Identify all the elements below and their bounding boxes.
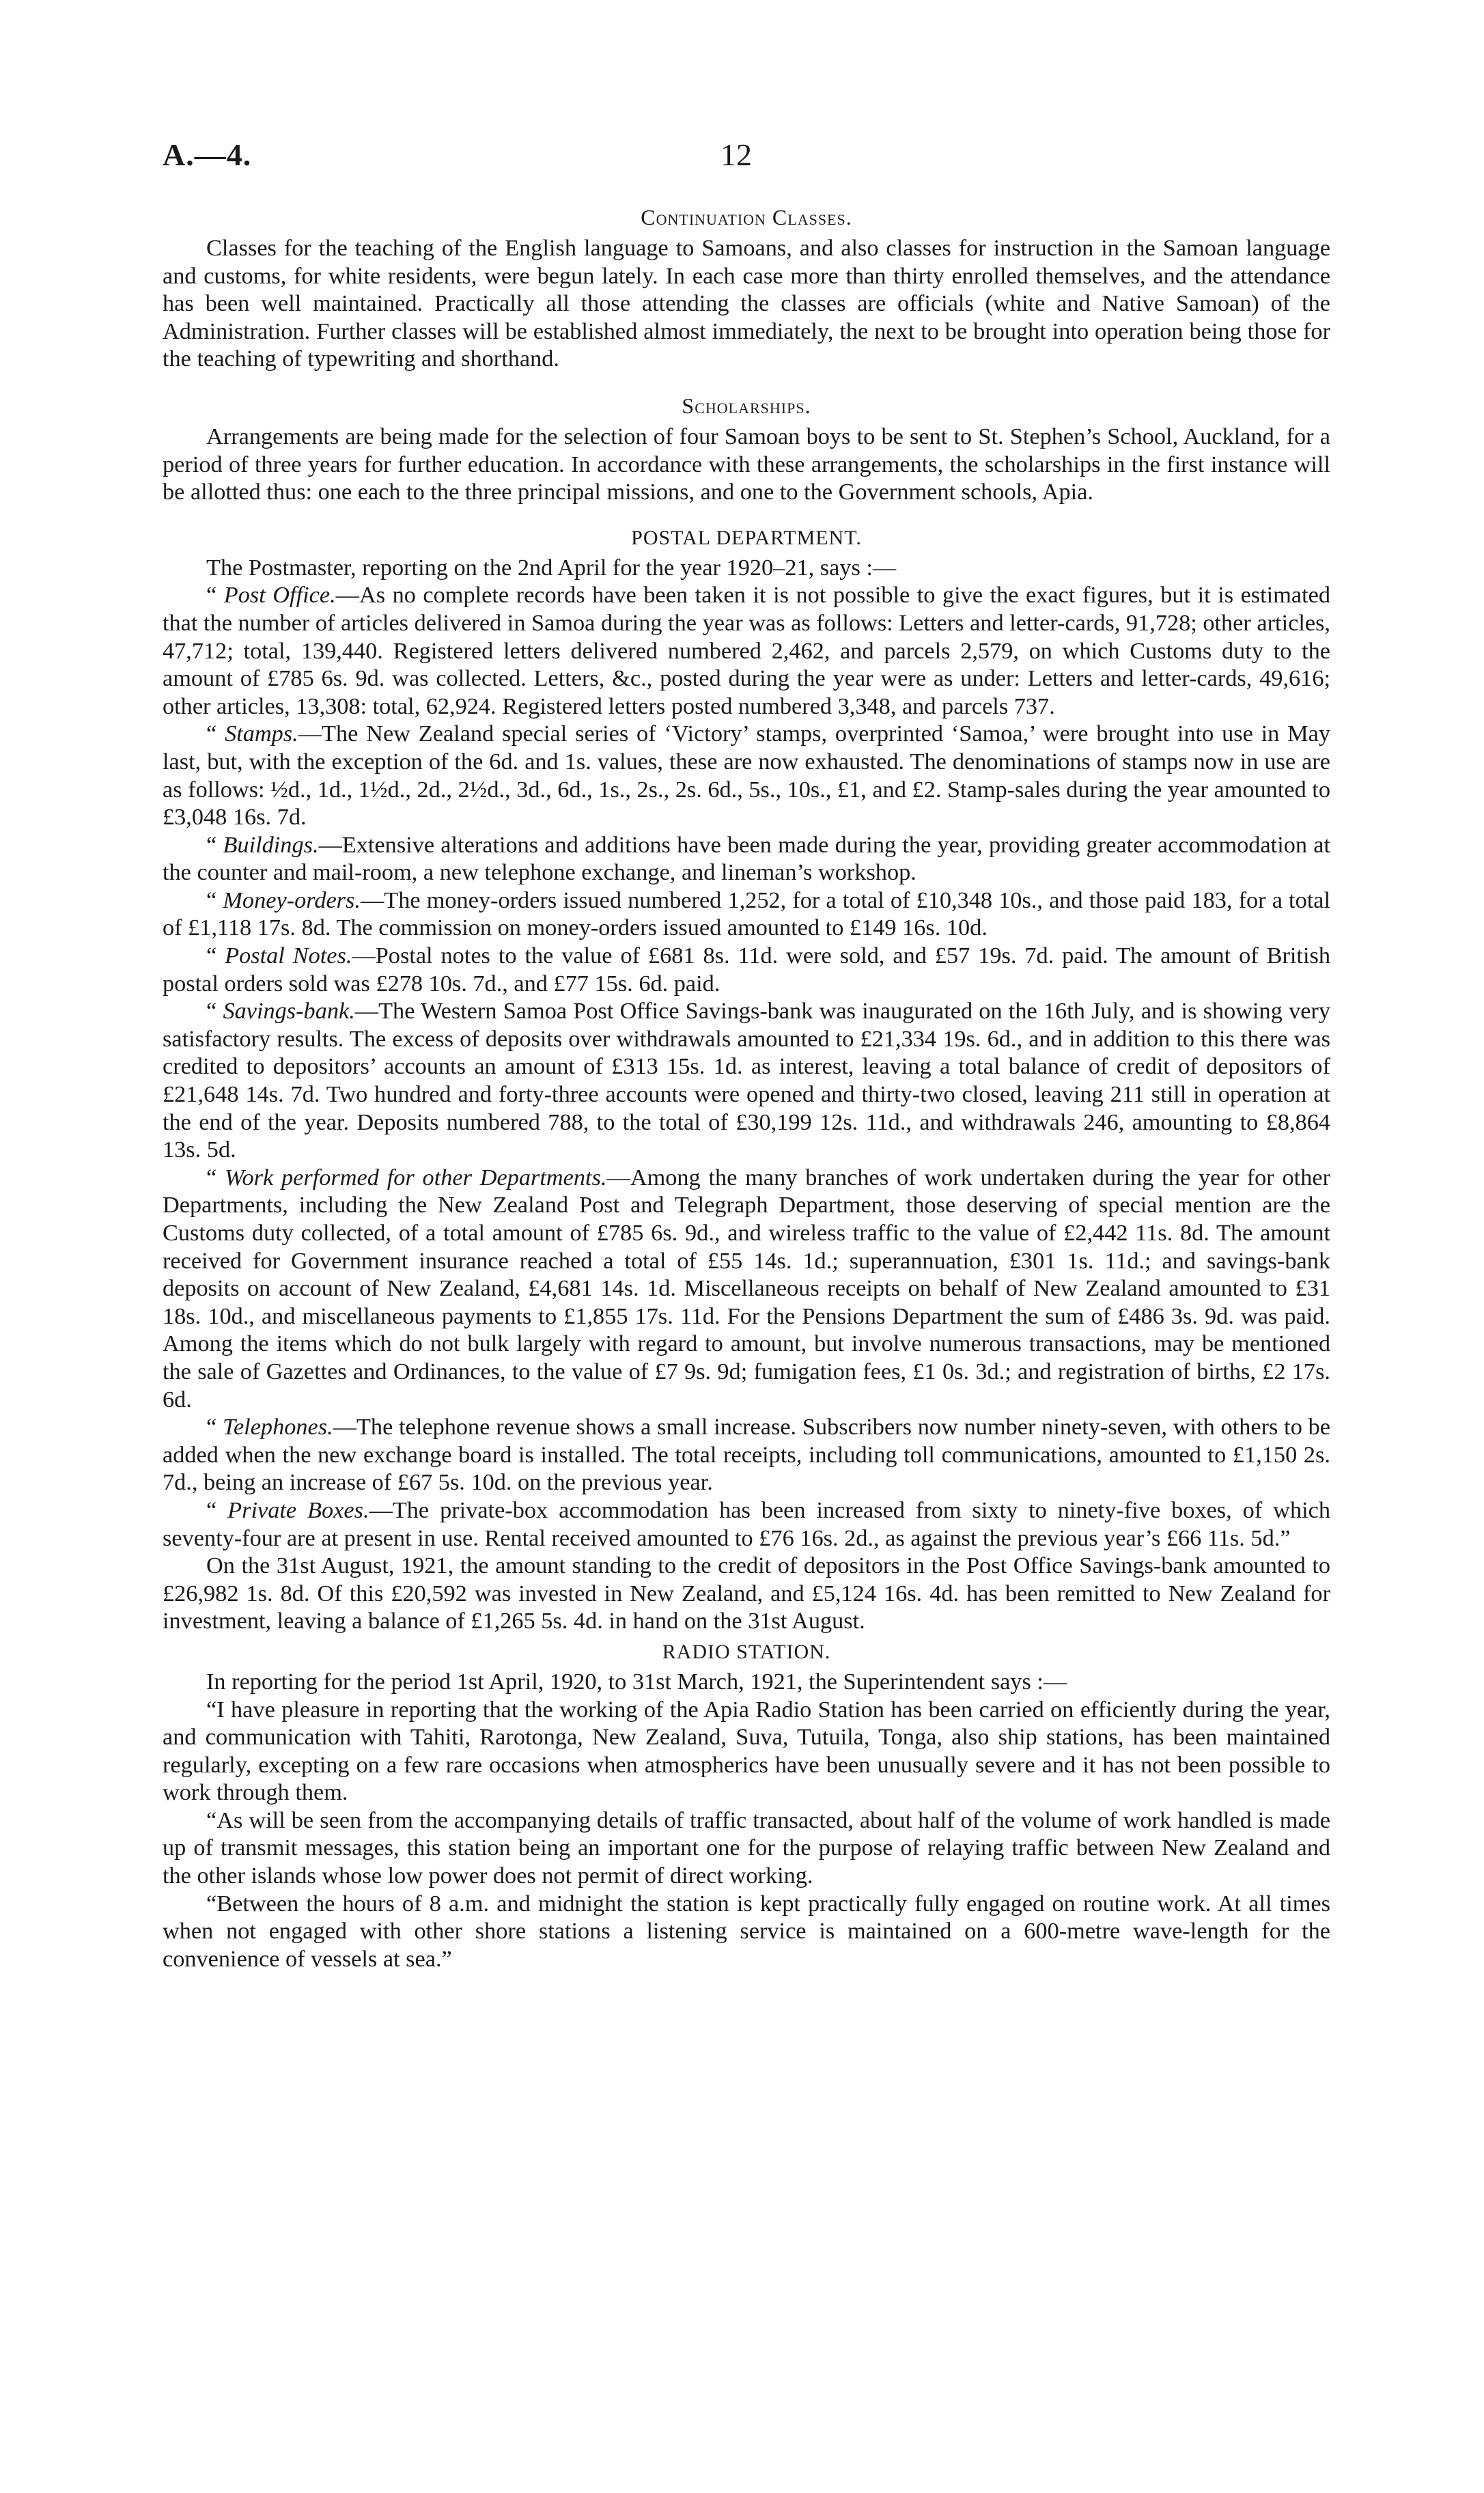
heading-scholarships: Scholarships. [682,393,811,418]
postal-item: “ Buildings.—Extensive alterations and additions have been made during the year, providing greater accommodation at the counter and mail-room, a new telephone exchange, and lineman’s workshop. [163,831,1331,886]
paragraph: “Between the hours of 8 a.m. and midnight the station is kept practically fully engaged on routine work. At all times when not engaged with other shore stations a listening service is maintained on a 600-metre wave-length for the convenience of vessels at sea.” [163,1890,1330,1972]
item-text: —The Western Samoa Post Office Savings-bank was inaugurated on the 16th July, and is showing very satisfactory results. The excess of deposits over withdrawals amounted to £21,334 19s. 6d., and in addition to this there was credited to depositors’ accounts an amount of £313 15s. 1d. as interest, leaving a total balance of credit of depositors of £21,648 14s. 7d. Two hundred and forty-three accounts were opened and thirty-two closed, leaving 211 still in operation at the end of the year. Deposits numbered 788, to the total of £30,199 12s. 11d., and withdrawals 246, amounting to £8,864 13s. 5d. [163,998,1331,1163]
paragraph-intro: In reporting for the period 1st April, 1920, to 31st March, 1921, the Superintendent says :— [206,1668,1067,1695]
postal-item: “ Money-orders.—The money-orders issued numbered 1,252, for a total of £10,348 10s., and those paid 183, for a total of £1,118 17s. 8d. The commission on money-orders issued amounted to £149 16s. 10d. [163,887,1330,941]
item-label: Buildings. [223,831,319,858]
item-label: Private Boxes. [227,1496,369,1523]
item-label: Stamps. [225,721,298,747]
paragraph: Arrangements are being made for the selection of four Samoan boys to be sent to St. Stephen’s School, Auckland, for a period of three years for further education. In accordance with these arrangements, the scholarships in the first instance will be allotted thus: one each to the three principal missions, and one to the Government schools, Apia. [163,423,1330,505]
page-body [163,205,1330,1973]
document-reference: A.—4. [163,137,252,172]
item-label: Savings-bank. [223,998,355,1025]
paragraph-intro: The Postmaster, reporting on the 2nd April for the year 1920–21, says :— [206,554,897,581]
postal-item: “ Private Boxes.—The private-box accommodation has been increased from sixty to ninety-five boxes, of which seventy-four are at present in use. Rental received amounted to £76 16s. 2d., as against the previous year’s £66 11s. 5d.” [163,1496,1330,1551]
item-label: Telephones. [223,1414,333,1440]
heading-continuation-classes: Continuation Classes. [641,205,852,229]
item-label: Money-orders. [223,887,361,913]
paragraph: “I have pleasure in reporting that the working of the Apia Radio Station has been carried on efficiently during the year, and communication with Tahiti, Rarotonga, New Zealand, Suva, Tutuila, Tonga, also ship stations, has been maintained regularly, excepting on a few rare occasions when atmospherics have been unusually severe and it has not been possible to work through them. [163,1696,1330,1806]
item-label: Post Office. [223,582,336,609]
postal-item: “ Post Office.—As no complete records have been taken it is not possible to give the exact figures, but it is estimated that the number of articles delivered in Samoa during the year was as follows: Letters and letter-cards, 91,728; other articles, 47,712; total, 139,440. Registered letters delivered numbered 2,462, and parcels 2,579, on which Customs duty to the amount of £785 6s. 9d. was collected. Letters, &c., posted during the year were as under: Letters and letter-cards, 49,616; other articles, 13,308: total, 62,924. Registered letters posted numbered 3,348, and parcels 737. [163,582,1331,719]
postal-item: “ Stamps.—The New Zealand special series of ‘Victory’ stamps, overprinted ‘Samoa,’ were brought into use in May last, but, with the exception of the 6d. and 1s. values, these are now exhausted. The denominations of stamps now in use are as follows: ½d., 1d., 1½d., 2d., 2½d., 3d., 6d., 1s., 2s., 2s. 6d., 5s., 10s., £1, and £2. Stamp-sales during the year amounted to £3,048 16s. 7d. [163,721,1330,831]
item-text: —The New Zealand special series of ‘Victory’ stamps, overprinted ‘Samoa,’ were brought into use in May last, but, with the exception of the 6d. and 1s. values, these are now exhausted. The denominations of stamps now in use are as follows: ½d., 1d., 1½d., 2d., 2½d., 3d., 6d., 1s., 2s., 2s. 6d., 5s., 10s., £1, and £2. Stamp-sales during the year amounted to £3,048 16s. 7d. [163,721,1330,831]
postal-item: “ Telephones.—The telephone revenue shows a small increase. Subscribers now number ninety-seven, with others to be added when the new exchange board is installed. The total receipts, including toll communications, amounted to £1,150 2s. 7d., being an increase of £67 5s. 10d. on the previous year. [163,1414,1331,1496]
paragraph: Classes for the teaching of the English language to Samoans, and also classes for instruction in the Samoan language and customs, for white residents, were begun lately. In each case more than thirty enrolled themselves, and the attendance has been well maintained. Practically all those attending the classes are officials (white and Native Samoan) of the Administration. Further classes will be established almost immediately, the next to be brought into operation being those for the teaching of typewriting and shorthand. [163,235,1330,372]
heading-radio-station: RADIO STATION. [662,1640,831,1663]
paragraph: “As will be seen from the accompanying details of traffic transacted, about half of the volume of work handled is made up of transmit messages, this station being an important one for the purpose of relaying traffic between New Zealand and the other islands whose low power does not permit of direct working. [163,1807,1330,1889]
page-number: 12 [720,137,752,172]
postal-item: “ Savings-bank.—The Western Samoa Post Office Savings-bank was inaugurated on the 16th July, and is showing very satisfactory results. The excess of deposits over withdrawals amounted to £21,334 19s. 6d., and in addition to this there was credited to depositors’ accounts an amount of £313 15s. 1d. as interest, leaving a total balance of credit of depositors of £21,648 14s. 7d. Two hundred and forty-three accounts were opened and thirty-two closed, leaving 211 still in operation at the end of the year. Deposits numbered 788, to the total of £30,199 12s. 11d., and withdrawals 246, amounting to £8,864 13s. 5d. [163,998,1331,1163]
item-label: Postal Notes. [225,943,352,969]
item-text: —Among the many branches of work undertaken during the year for other Departments, including the New Zealand Post and Telegraph Department, those deserving of special mention are the Customs duty collected, of a total amount of £785 6s. 9d., and wireless traffic to the value of £2,442 11s. 8d. The amount received for Government insurance reached a total of £55 14s. 1d.; superannuation, £301 1s. 11d.; and savings-bank deposits on account of New Zealand, £4,681 14s. 1d. Miscellaneous receipts on behalf of New Zealand amounted to £31 18s. 10d., and miscellaneous payments to £1,855 17s. 11d. For the Pensions Department the sum of £486 3s. 9d. was paid. Among the items which do not bulk largely with regard to amount, but involve numerous transactions, may be mentioned the sale of Gazettes and Ordinances, to the value of £7 9s. 9d; fumigation fees, £1 0s. 3d.; and registration of births, £2 17s. 6d. [163,1164,1330,1412]
item-text: —As no complete records have been taken it is not possible to give the exact figures, but it is estimated that the number of articles delivered in Samoa during the year was as follows: Letters and letter-cards, 91,728; other articles, 47,712; total, 139,440. Registered letters delivered numbered 2,462, and parcels 2,579, on which Customs duty to the amount of £785 6s. 9d. was collected. Letters, &c., posted during the year were as under: Letters and letter-cards, 49,616; other articles, 13,308: total, 62,924. Registered letters posted numbered 3,348, and parcels 737. [163,582,1331,719]
item-text: —Extensive alterations and additions have been made during the year, providing greater accommodation at the counter and mail-room, a new telephone exchange, and lineman’s workshop. [163,831,1331,886]
postal-item: “ Work performed for other Departments.—Among the many branches of work undertaken during the year for other Departments, including the New Zealand Post and Telegraph Department, those deserving of special mention are the Customs duty collected, of a total amount of £785 6s. 9d., and wireless traffic to the value of £2,442 11s. 8d. The amount received for Government insurance reached a total of £55 14s. 1d.; superannuation, £301 1s. 11d.; and savings-bank deposits on account of New Zealand, £4,681 14s. 1d. Miscellaneous receipts on behalf of New Zealand amounted to £31 18s. 10d., and miscellaneous payments to £1,855 17s. 11d. For the Pensions Department the sum of £486 3s. 9d. was paid. Among the items which do not bulk largely with regard to amount, but involve numerous transactions, may be mentioned the sale of Gazettes and Ordinances, to the value of £7 9s. 9d; fumigation fees, £1 0s. 3d.; and registration of births, £2 17s. 6d. [163,1164,1330,1412]
postal-item: “ Postal Notes.—Postal notes to the value of £681 8s. 11d. were sold, and £57 19s. 7d. paid. The amount of British postal orders sold was £278 10s. 7d., and £77 15s. 6d. paid. [163,943,1330,997]
item-text: —Postal notes to the value of £681 8s. 11d. were sold, and £57 19s. 7d. paid. The amount of British postal orders sold was £278 10s. 7d., and £77 15s. 6d. paid. [163,943,1330,997]
heading-postal-department: POSTAL DEPARTMENT. [631,526,862,549]
paragraph-closing: On the 31st August, 1921, the amount standing to the credit of depositors in the Post Office Savings-bank amounted to £26,982 1s. 8d. Of this £20,592 was invested in New Zealand, and £5,124 16s. 4d. has been remitted to New Zealand for investment, leaving a balance of £1,265 5s. 4d. in hand on the 31st August. [163,1552,1330,1634]
item-label: Work performed for other Departments. [225,1164,607,1190]
item-text: —The private-box accommodation has been increased from sixty to ninety-five boxes, of which seventy-four are at present in use. Rental received amounted to £76 16s. 2d., as against the previous year’s £66 11s. 5d.” [163,1496,1330,1551]
item-text: —The telephone revenue shows a small increase. Subscribers now number ninety-seven, with others to be added when the new exchange board is installed. The total receipts, including toll communications, amounted to £1,150 2s. 7d., being an increase of £67 5s. 10d. on the previous year. [163,1414,1331,1496]
item-text: —The money-orders issued numbered 1,252, for a total of £10,348 10s., and those paid 183, for a total of £1,118 17s. 8d. The commission on money-orders issued amounted to £149 16s. 10d. [163,887,1330,941]
